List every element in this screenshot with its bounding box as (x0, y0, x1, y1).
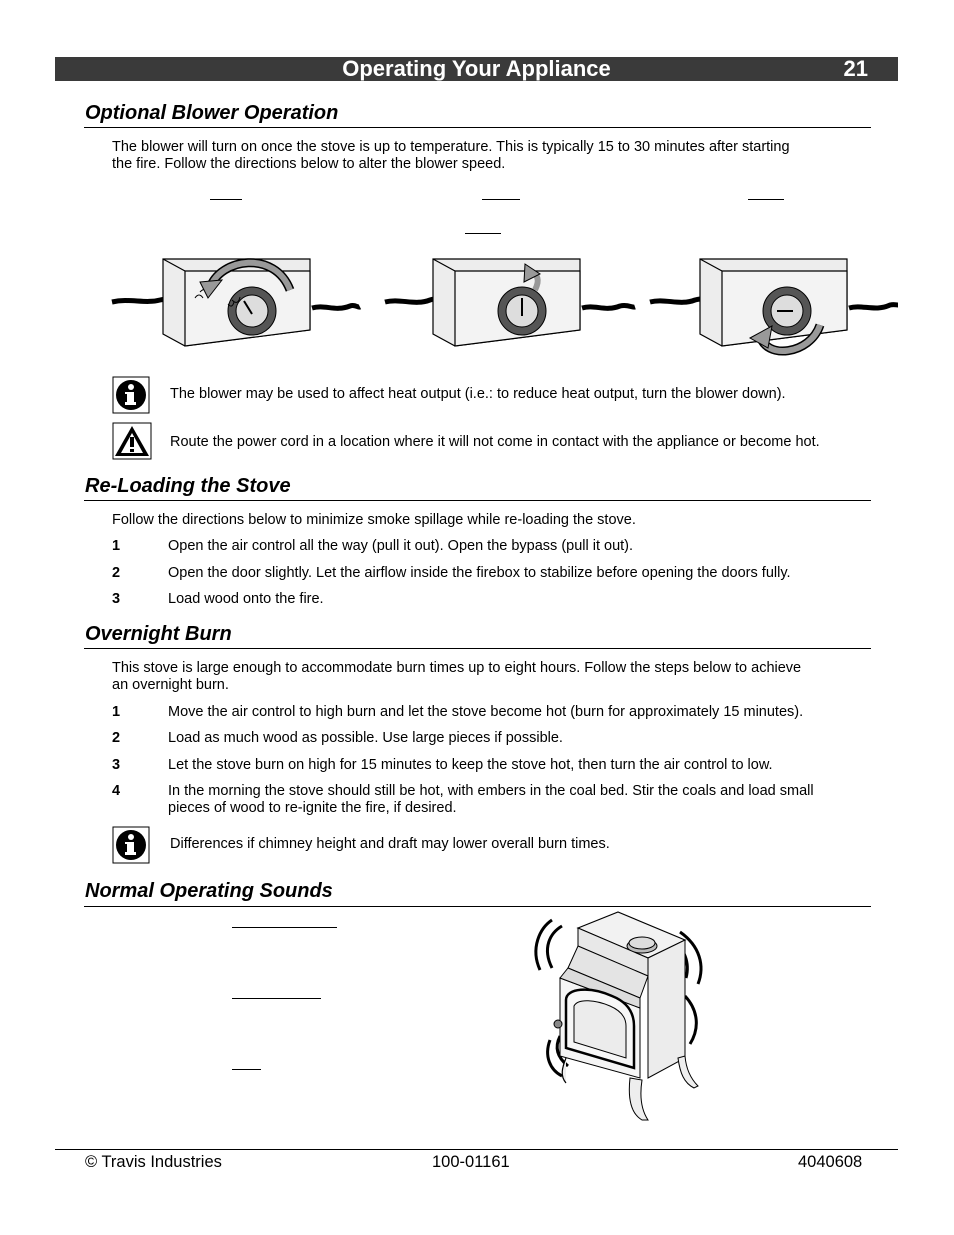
page-title: Operating Your Appliance (342, 56, 611, 81)
overnight-step-number: 4 (112, 783, 121, 799)
blank-underline (232, 998, 321, 999)
info-icon (112, 376, 150, 414)
blower-warning-note: Route the power cord in a location where it will not come in contact with the appliance or become hot. (170, 434, 820, 450)
overnight-step-number: 2 (112, 730, 121, 746)
section-rule (84, 906, 871, 907)
warning-icon (112, 422, 152, 460)
footer-copyright: © Travis Industries (85, 1153, 222, 1171)
overnight-intro: This stove is large enough to accommodate burn times up to eight hours. Follow the steps below to achieve an overnight burn. (112, 660, 802, 693)
section-heading-overnight: Overnight Burn (85, 623, 232, 645)
blower-speed-diagrams (110, 250, 900, 360)
reloading-step-number: 2 (112, 565, 121, 581)
blower-info-note: The blower may be used to affect heat output (i.e.: to reduce heat output, turn the blower down). (170, 386, 786, 402)
page-number: 21 (843, 56, 868, 81)
overnight-info-note: Differences if chimney height and draft may lower overall burn times. (170, 836, 610, 852)
reloading-step-text: Open the door slightly. Let the airflow inside the firebox to stabilize before opening the doors fully. (168, 565, 791, 581)
blank-underline (465, 233, 501, 234)
blank-underline (232, 1069, 261, 1070)
reloading-intro: Follow the directions below to minimize smoke spillage while re-loading the stove. (112, 512, 636, 528)
overnight-step-number: 3 (112, 757, 121, 773)
section-heading-blower: Optional Blower Operation (85, 102, 339, 124)
stove-illustration (530, 908, 730, 1128)
overnight-step-text: Load as much wood as possible. Use large pieces if possible. (168, 730, 563, 746)
blank-underline (210, 199, 242, 200)
blank-underline (482, 199, 520, 200)
section-rule (84, 500, 871, 501)
info-icon (112, 826, 150, 864)
overnight-step-text: Let the stove burn on high for 15 minutes to keep the stove hot, then turn the air control to low. (168, 757, 773, 773)
section-heading-reloading: Re-Loading the Stove (85, 475, 291, 497)
reloading-step-number: 3 (112, 591, 121, 607)
reloading-step-number: 1 (112, 538, 121, 554)
blank-underline (748, 199, 784, 200)
section-heading-sounds: Normal Operating Sounds (85, 880, 333, 902)
overnight-step-text: Move the air control to high burn and let the stove become hot (burn for approximately 15 minutes). (168, 704, 804, 720)
blower-control-box-high (385, 259, 635, 346)
footer-rule (55, 1149, 898, 1150)
section-rule (84, 648, 871, 649)
section-rule (84, 127, 871, 128)
footer-document-number: 100-01161 (432, 1153, 510, 1171)
reloading-step-text: Load wood onto the fire. (168, 591, 324, 607)
reloading-step-text: Open the air control all the way (pull it out). Open the bypass (pull it out). (168, 538, 634, 554)
footer-revision: 4040608 (798, 1153, 863, 1171)
overnight-step-number: 1 (112, 704, 121, 720)
blower-control-box-low (650, 259, 898, 351)
page-header-bar (55, 57, 898, 81)
overnight-step-text: In the morning the stove should still be hot, with embers in the coal bed. Stir the coals and load small pieces of wood to re-ignite the fire, if desired. (168, 783, 814, 816)
blower-control-box-on (112, 259, 360, 346)
blower-intro: The blower will turn on once the stove is up to temperature. This is typically 15 to 30 minutes after starting the fire. Follow the directions below to alter the blower speed. (112, 139, 790, 172)
blank-underline (232, 927, 337, 928)
